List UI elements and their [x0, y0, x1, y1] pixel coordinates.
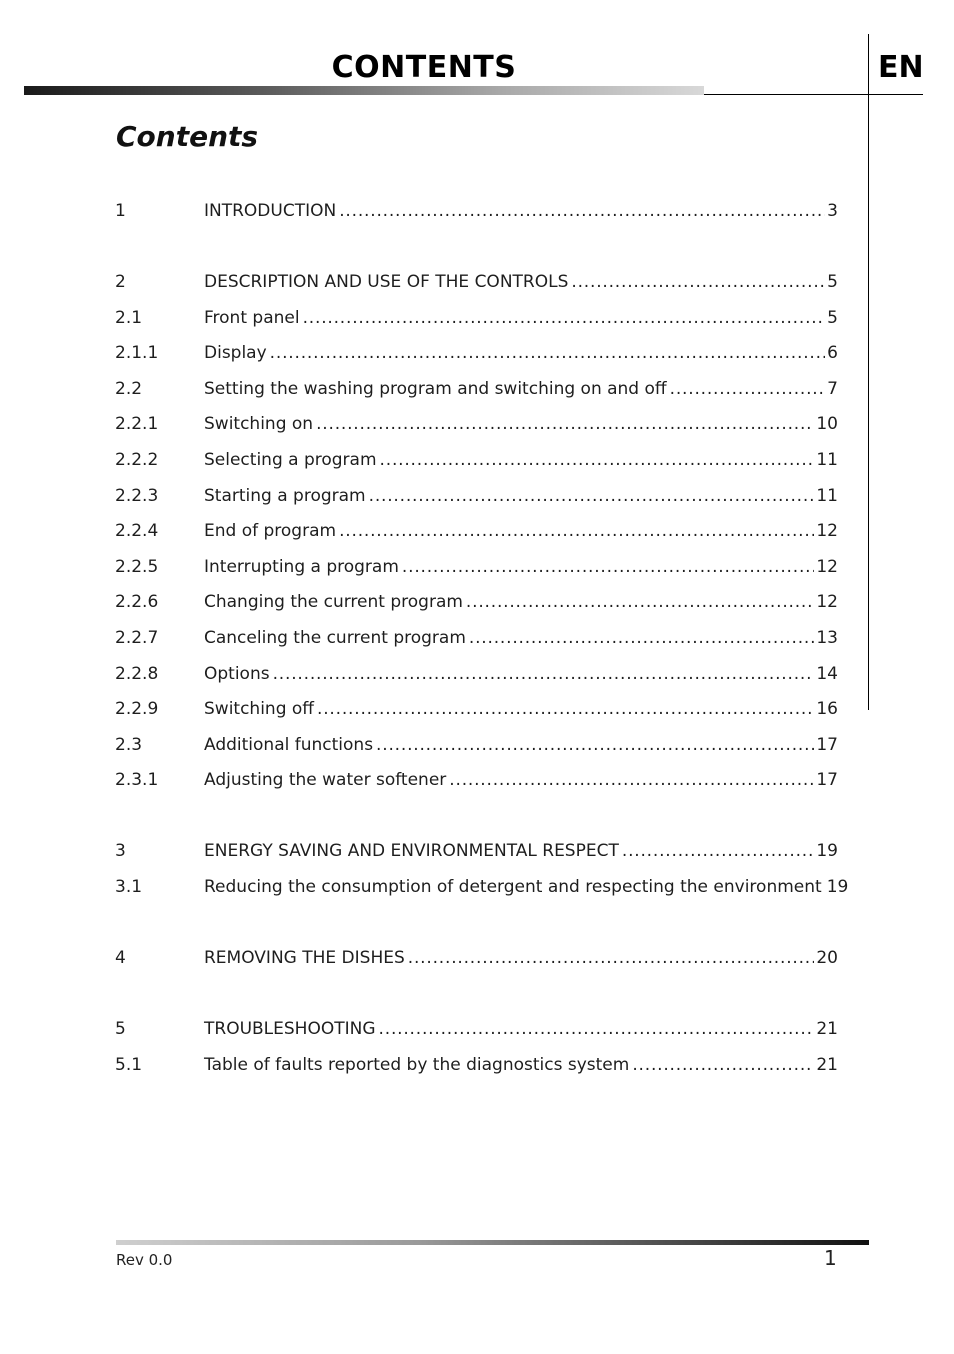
toc-leader: [670, 379, 826, 399]
toc-title: Adjusting the water softener: [204, 770, 447, 790]
toc-number: 2.2.3: [115, 486, 159, 506]
toc-entry[interactable]: [115, 379, 838, 403]
toc-entry[interactable]: [115, 770, 838, 794]
toc-title: Front panel: [204, 308, 300, 328]
toc-page: 20: [816, 948, 838, 968]
toc-entry[interactable]: [115, 1019, 838, 1043]
toc-page: 16: [816, 699, 838, 719]
toc-entry[interactable]: [115, 414, 838, 438]
toc-entry[interactable]: [115, 486, 838, 510]
toc-leader: [339, 521, 814, 541]
toc-number: 2.3: [115, 735, 143, 755]
toc-title: Starting a program: [204, 486, 366, 506]
toc-number: 2.2.5: [115, 557, 159, 577]
toc-page: 12: [816, 557, 838, 577]
toc-number: 2.3.1: [115, 770, 159, 790]
toc-number: 2.2.6: [115, 592, 159, 612]
toc-number: 2.1.1: [115, 343, 159, 363]
toc-page: 11: [816, 450, 838, 470]
toc-title: Interrupting a program: [204, 557, 399, 577]
toc-page: 13: [816, 628, 838, 648]
toc-leader: [303, 308, 826, 328]
toc-title: TROUBLESHOOTING: [204, 1019, 376, 1039]
toc-entry[interactable]: [115, 308, 838, 332]
toc-entry[interactable]: [115, 272, 838, 296]
toc-leader: [379, 1019, 815, 1039]
toc-page: 19: [816, 841, 838, 861]
toc-leader: [449, 770, 814, 790]
language-label: EN: [878, 50, 924, 85]
toc-number: 3: [115, 841, 126, 861]
toc-number: 2.2.9: [115, 699, 159, 719]
toc-title: INTRODUCTION: [204, 201, 337, 221]
toc-page: 6: [827, 343, 838, 363]
toc-number: 5: [115, 1019, 126, 1039]
toc-leader: [339, 201, 825, 221]
toc-page: 14: [816, 664, 838, 684]
toc-leader: [317, 699, 814, 719]
toc-page: 21: [816, 1055, 838, 1075]
toc-leader: [469, 628, 814, 648]
toc-leader: [380, 450, 815, 470]
toc-entry[interactable]: [115, 628, 838, 652]
toc-title: Table of faults reported by the diagnostics system: [204, 1055, 630, 1075]
toc-title: Switching on: [204, 414, 314, 434]
toc-page: 11: [816, 486, 838, 506]
toc-page: 17: [816, 770, 838, 790]
toc-entry[interactable]: [115, 841, 838, 865]
toc-entry[interactable]: [115, 521, 838, 545]
toc-page: 5: [827, 308, 838, 328]
toc-number: 2.2.7: [115, 628, 159, 648]
toc-title: Reducing the consumption of detergent and respecting the environment: [204, 877, 822, 897]
toc-page: 17: [816, 735, 838, 755]
toc-leader: [571, 272, 825, 292]
toc-entry[interactable]: [115, 450, 838, 474]
toc-leader: [408, 948, 815, 968]
toc-page: 12: [816, 592, 838, 612]
toc-number: 2.2.8: [115, 664, 159, 684]
toc-title: REMOVING THE DISHES: [204, 948, 405, 968]
toc-leader: [316, 414, 814, 434]
toc-entry[interactable]: [115, 343, 838, 367]
toc-entry[interactable]: [115, 1055, 838, 1079]
toc-number: 1: [115, 201, 126, 221]
toc-number: 2: [115, 272, 126, 292]
toc-page: 19: [826, 877, 849, 897]
toc-page: 21: [816, 1019, 838, 1039]
toc-title: Options: [204, 664, 270, 684]
toc-title: Switching off: [204, 699, 315, 719]
page-title: Contents: [116, 120, 259, 153]
vertical-divider: [868, 34, 869, 710]
page-number: 1: [824, 1246, 837, 1270]
toc-entry[interactable]: [115, 735, 838, 759]
toc-page: 3: [827, 201, 838, 221]
toc-title: Changing the current program: [204, 592, 463, 612]
revision-label: Rev 0.0: [116, 1251, 173, 1269]
toc-leader: [376, 735, 814, 755]
toc-number: 2.2.4: [115, 521, 159, 541]
header-title: CONTENTS: [331, 50, 517, 85]
toc-title: Display: [204, 343, 267, 363]
toc-title: Additional functions: [204, 735, 374, 755]
toc-leader: [369, 486, 815, 506]
toc-title: Selecting a program: [204, 450, 377, 470]
toc-title: Canceling the current program: [204, 628, 466, 648]
toc-leader: [270, 343, 826, 363]
toc-page: 10: [816, 414, 838, 434]
toc-number: 2.2: [115, 379, 143, 399]
toc-leader: [273, 664, 815, 684]
toc-number: 5.1: [115, 1055, 143, 1075]
toc-number: 2.2.1: [115, 414, 159, 434]
toc-number: 4: [115, 948, 126, 968]
toc-page: 5: [827, 272, 838, 292]
toc-entry[interactable]: [115, 948, 838, 972]
toc-title: DESCRIPTION AND USE OF THE CONTROLS: [204, 272, 569, 292]
toc-number: 2.1: [115, 308, 143, 328]
toc-page: 12: [816, 521, 838, 541]
toc-leader: [622, 841, 815, 861]
toc-number: 2.2.2: [115, 450, 159, 470]
header-rule: [704, 94, 868, 95]
toc-title: End of program: [204, 521, 337, 541]
toc-entry[interactable]: [115, 201, 838, 225]
toc-entry[interactable]: [115, 592, 838, 616]
toc-leader: [466, 592, 814, 612]
toc-entry[interactable]: [115, 664, 838, 688]
toc-title: ENERGY SAVING AND ENVIRONMENTAL RESPECT: [204, 841, 619, 861]
header-rule-right: [869, 94, 923, 95]
header-gradient-bar: [24, 86, 704, 95]
toc-number: 3.1: [115, 877, 143, 897]
toc-leader: [632, 1055, 814, 1075]
toc-entry[interactable]: [115, 557, 838, 581]
toc-entry[interactable]: [115, 699, 838, 723]
toc-leader: [402, 557, 814, 577]
toc-entry[interactable]: [115, 877, 849, 901]
toc-page: 7: [827, 379, 838, 399]
toc-title: Setting the washing program and switching on and off: [204, 379, 667, 399]
footer-gradient-bar: [116, 1240, 869, 1245]
